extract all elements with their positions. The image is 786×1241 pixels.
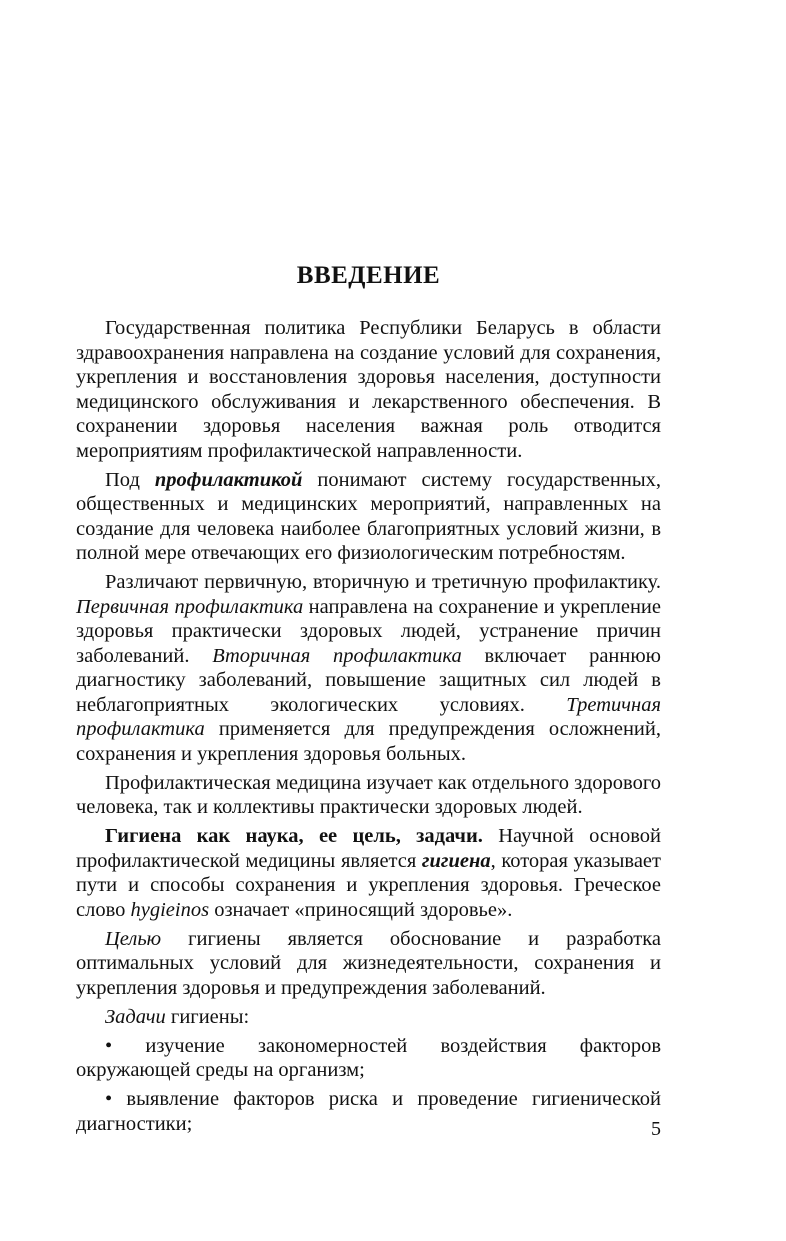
term-primary-prophylaxis: Первичная профилактика [76, 595, 304, 618]
list-item: • выявление факторов риска и проведение гигиенической диагностики; [76, 1088, 661, 1135]
text-run: понимают систему государственных, общественных и медицинских мероприятий, направленных на создание для человека наиболее благоприятных условий жизни, в полной мере отвечающих его физиологическим потребностям. [76, 468, 661, 564]
text-run: применяется для предупреждения осложнений, сохранения и укрепления здоровья больных. [76, 718, 661, 765]
paragraph-preventive-medicine: Профилактическая медицина изучает как отдельного здорового человека, так и коллективы практически здоровых людей. [76, 771, 661, 818]
term-prophylaxis: профилактикой [154, 468, 303, 491]
page-number: 5 [651, 1118, 661, 1140]
paragraph-hygiene-goal [76, 927, 661, 1001]
term-goal: Целью [105, 927, 162, 950]
paragraph-hygiene-science [76, 824, 661, 922]
text-run: , которая указывает пути и способы сохранения и укрепления здоровья. Греческое слово [76, 849, 661, 921]
term-tasks: Задачи [105, 1005, 166, 1028]
text-run: гигиены: [165, 1005, 250, 1028]
term-hygiene: гигиена [421, 849, 491, 872]
paragraph-hygiene-tasks [76, 1005, 661, 1030]
term-tertiary-prophylaxis: Третичная профилактика [76, 693, 661, 740]
book-page [76, 0, 661, 1241]
paragraph-state-policy: Государственная политика Республики Беларусь в области здравоохранения направлена на создание условий для сохранения, укрепления и восстановления здоровья населения, доступности медицинского обслуживания и лекарственного обеспечения. В сохранении здоровья населения важная роль отводится мероприятиям профилактической направленности. [76, 317, 661, 462]
text-run: Различают первичную, вторичную и третичную профилактику. [105, 571, 661, 593]
paragraph-prophylaxis-definition [76, 468, 661, 566]
term-secondary-prophylaxis: Вторичная профилактика [212, 644, 462, 667]
text-run: означает «приносящий здоровье». [209, 898, 513, 921]
text-run: гигиены является обоснование и разработка оптимальных условий для жизнедеятельности, сохранения и укрепления здоровья и предупреждения заболеваний. [76, 927, 661, 999]
list-item: • изучение закономерностей воздействия факторов окружающей среды на организм; [76, 1034, 661, 1081]
text-run: включает раннюю диагностику заболеваний, повышение защитных сил людей в неблагоприятных экологических условиях. [76, 644, 662, 716]
paragraph-prophylaxis-types [76, 570, 661, 766]
body-text [76, 316, 661, 1141]
text-run: Научной основой профилактической медицины является [76, 825, 661, 872]
section-heading-hygiene: Гигиена как наука, ее цель, задачи. [105, 825, 483, 847]
text-run: направлена на сохранение и укрепление здоровья практически здоровых людей, устранение причин заболеваний. [76, 595, 661, 667]
chapter-title: ВВЕДЕНИЕ [296, 262, 441, 289]
term-hygieinos: hygieinos [130, 898, 210, 921]
text-run: Под [105, 468, 155, 491]
